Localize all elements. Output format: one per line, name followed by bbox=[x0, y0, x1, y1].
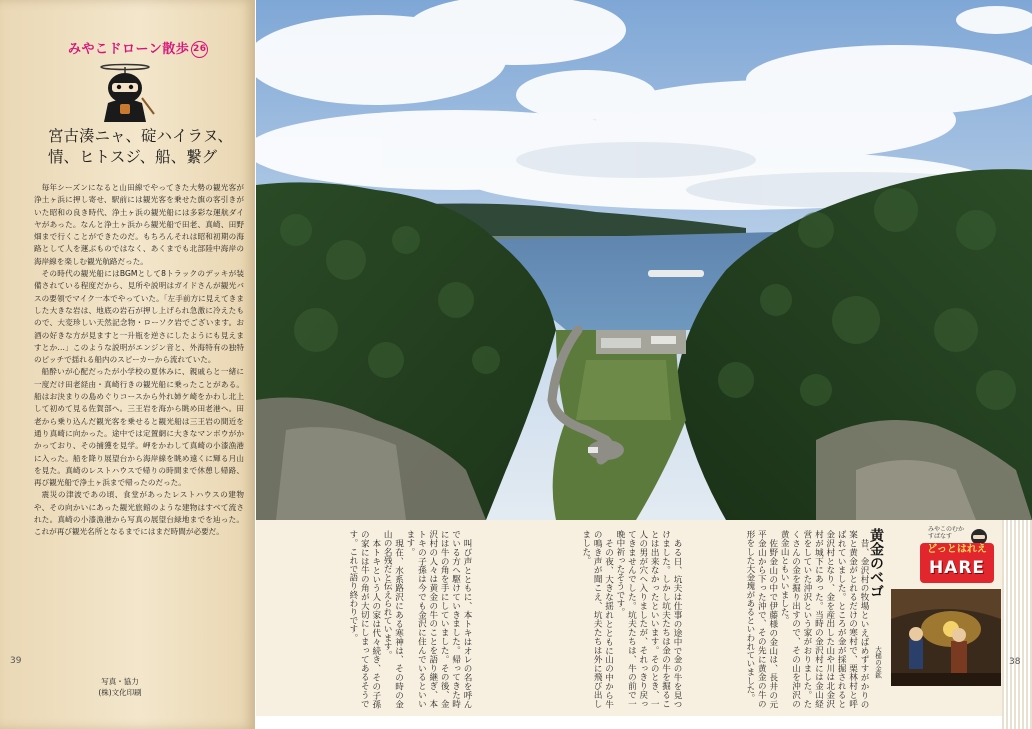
article-body bbox=[34, 182, 244, 539]
story-paragraph: 現在、水系路沢にある寒神は、その時の金山の名残だと伝えられています。 bbox=[382, 530, 404, 708]
story-text-column bbox=[262, 530, 472, 708]
story-paragraph: 佐野金山の中で伊藤様の金山は、長井の元平金山から下った沖で、その先に黄金の牛の形をした大金塊があるといわれていました。 bbox=[744, 530, 778, 708]
left-page bbox=[0, 0, 255, 729]
body-paragraph: 震災の津波であの頃、食堂があったレストハウスの建物や、その向かいにあった観光旅館のような建物はすべて流された。真崎の小漆漁港から写真の展望台緑地までを辿った。これが再び観光名所となるまでにはまだ時間が必要だ。 bbox=[34, 490, 244, 537]
ninja-drone-mascot-icon bbox=[90, 58, 160, 124]
story-paragraph: その夜、大きな揺れとともに山の中から牛の鳴き声が聞こえ、坑夫たちは外に飛び出しました。 bbox=[580, 530, 614, 708]
story-paragraph: 昔、金沢村の牧場といえばめずすがかりの案と黄金がとれるだけの寒村で、栗林村と呼ばれていました。ところが金が採掘されると金沢村となり、金を産出した山や川は北金沢村が城下にあった。当時の金沢村には金山経営をしていた沖沢という家がおりました。たくさんの金を掘り出すので、その山を沖沢の黄金山ともいいました。 bbox=[779, 530, 869, 708]
series-title-text: みやこドローン散歩 bbox=[68, 42, 190, 57]
page-number-left: 39 bbox=[10, 656, 22, 666]
story-text-column bbox=[480, 530, 682, 708]
body-paragraph: 毎年シーズンになると山田線でやってきた大勢の観光客が浄土ヶ浜に押し寄せ、駅前には観光客を乗せた旗の客引きがいた昭和の良き時代、浄土ヶ浜の観光船には多彩な運航ダイヤがあった。なんと浄土ヶ浜から観光船で田老、真崎、田野畑まで行くことができたのだ。もちろんそれは昭和初期の海路として人を運ぶものではなく、あくまでも北部陸中海岸の海岸線を楽しむ観光航路だった。 bbox=[34, 183, 244, 266]
column-logo-line1: どっとはれえ bbox=[927, 544, 987, 555]
story-paragraph: ある日、坑夫は仕事の途中で金の牛を見つけました。しかし坑夫たちは金の牛を掘ることは出来なかったといいます。そのとき、一人の男が穴へ入りましたが、それっきり戻ってきませんでした。坑夫たちは、牛の前で一晩中祈ったそうです。 bbox=[614, 530, 682, 708]
column-logo bbox=[920, 543, 994, 583]
headline-line: 宮古湊ニャ、碇ハイラヌ、 bbox=[48, 127, 233, 145]
body-paragraph: 船酔いが心配だったが小学校の夏休みに、親戚らと一緒に一度だけ田老経由・真崎行きの観光船に乗ったことがある。船はお決まりの島めぐりコースから外れ姉ケ崎をかわし北上して初めて見る佐賀部へ。三王岩を海から眺め田老港へ。田老から乗り込んだ観光客を乗せると観光船は三王岩の間近を通り真崎に向かった。途中では定置網に大きなマンボウがかかっており、その捕獲を見学。岬をかわして真崎の小漆漁港に入った。船を降り展望台から海岸線を眺め遠くに輝る月山を見た。真崎のレストハウスで帰りの時間まで休憩し帰路、再び観光船で浄土ヶ浜まで帰ったのだった。 bbox=[34, 367, 244, 488]
gold-mine-illustration bbox=[891, 589, 1001, 686]
story-paragraph: 本トキという人の家は代々続き、その子孫の家には牛の角が大切にしまってあるそうです。これで語り終わりです。 bbox=[347, 530, 381, 708]
column-logo-line2: HARE bbox=[928, 558, 986, 578]
headline-line: 情、ヒトスジ、船、繋グ bbox=[48, 148, 218, 166]
story-title: 黄金のベゴ bbox=[868, 528, 884, 598]
page-edge-stripes bbox=[1002, 520, 1032, 729]
series-title bbox=[68, 38, 218, 58]
credit-line: 写真・協力 bbox=[101, 677, 139, 686]
column-small-label: みやこのむかすばなす bbox=[928, 526, 965, 540]
article-headline bbox=[48, 126, 238, 168]
illustration-caption: 大槌の金鉱 bbox=[874, 646, 882, 679]
aerial-drone-photo bbox=[256, 0, 1032, 520]
credit-line: (株)文化印刷 bbox=[98, 688, 142, 697]
story-paragraph: 叫び声とともに、本トキはオレの名を呼んでいる方へ駆けていきました。帰ってきた時には牛の角を手にしていました。その後、金沢村の人々は黄金の牛のことを語り継ぎ、本トキの子孫は今でも金沢に住んでいるといいます。 bbox=[404, 530, 472, 708]
series-number-badge: 26 bbox=[191, 41, 208, 58]
photo-credit bbox=[60, 676, 180, 698]
story-text-column bbox=[683, 530, 869, 708]
body-paragraph: その時代の観光船にはBGMとして8トラックのデッキが装備されている程度だから、見所や説明はガイドさんが観光バスの要領でマイク一本でやっていた。「左手前方に見えてきました大きな岩は、地底の岩石が押し上げられ急激に冷えたもので、大変珍しい天然記念物・ローソク岩でございます。お酒の好きな方が見ますと一升瓶を逆さにしたようにも見えますとか…」このような説明がエンジン音と、外海特有の独特のピッチで揺れる船内のスピーカーから流れていた。 bbox=[34, 269, 244, 365]
page-number-right: 38 bbox=[1009, 657, 1021, 667]
